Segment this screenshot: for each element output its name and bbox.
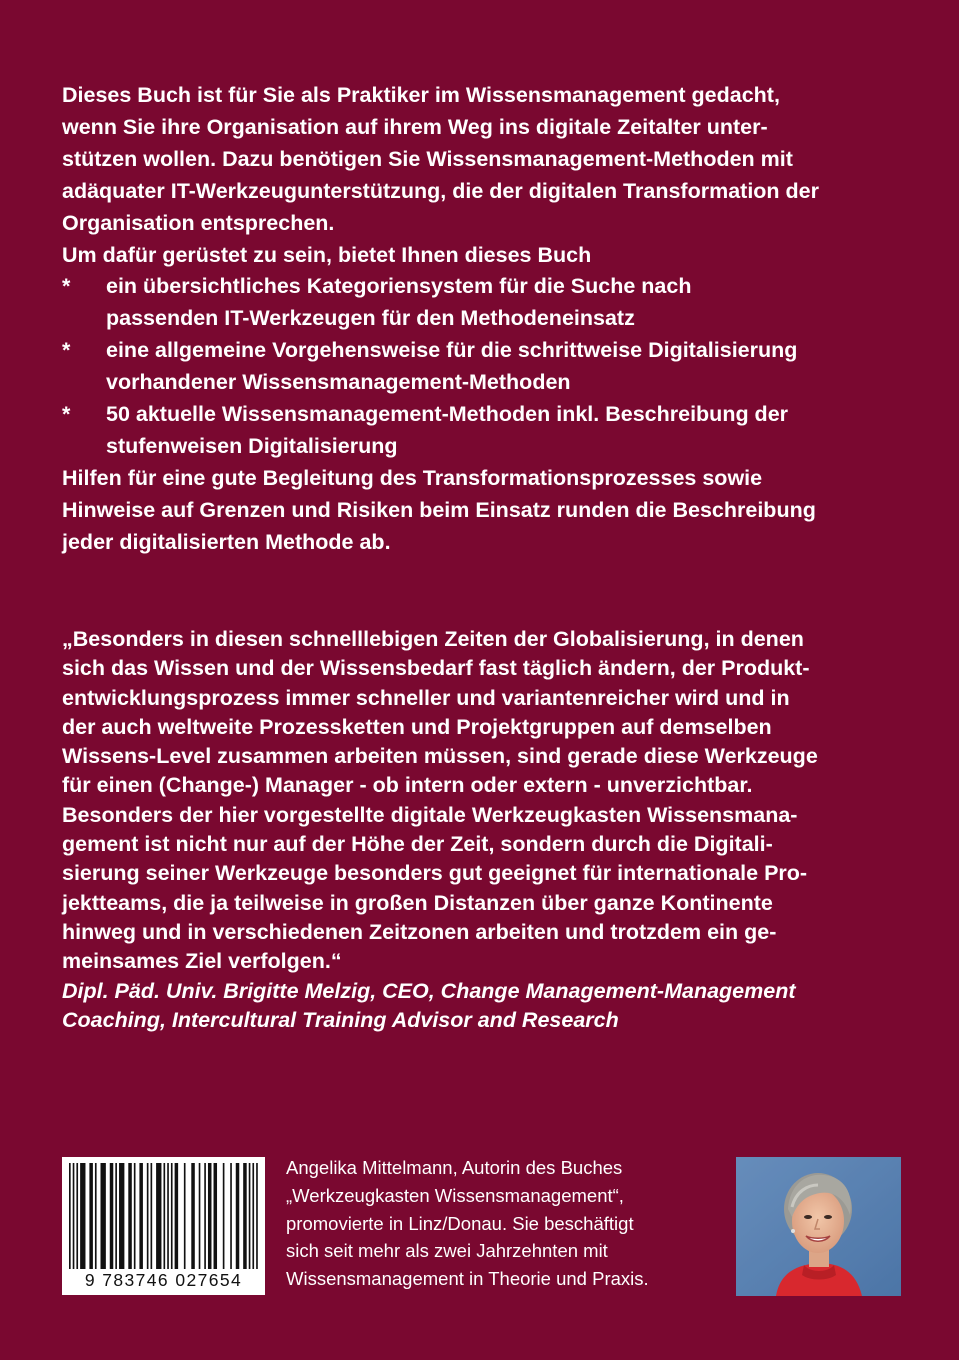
quote-line: für einen (Change-) Manager - ob intern oder extern - unverzichtbar.: [62, 773, 753, 798]
barcode-bar: [69, 1163, 71, 1269]
quote-line: gement ist nicht nur auf der Höhe der Zeit, sondern durch die Digitali-: [62, 832, 773, 857]
intro-paragraph: [62, 80, 902, 240]
quote-line: sich das Wissen und der Wissensbedarf fast täglich ändern, der Produkt-: [62, 656, 810, 681]
barcode-bar: [236, 1163, 240, 1269]
barcode-bar: [249, 1163, 251, 1269]
barcode-bar: [243, 1163, 247, 1269]
bio-line: promovierte in Linz/Donau. Sie beschäftigt: [286, 1212, 634, 1234]
quote-line: Wissens-Level zusammen arbeiten müssen, sind gerade diese Werkzeuge: [62, 744, 818, 769]
barcode-bar: [230, 1163, 232, 1269]
quote-line: hinweg und in verschiedenen Zeitzonen arbeiten und trotzdem ein ge-: [62, 919, 777, 944]
barcode-bar: [204, 1163, 206, 1269]
lead-in: Um dafür gerüstet zu sein, bietet Ihnen dieses Buch: [62, 242, 592, 267]
feature-list: [62, 271, 902, 462]
barcode-bar: [139, 1163, 143, 1269]
barcode-bar: [73, 1163, 75, 1269]
closing-paragraph: [62, 463, 902, 559]
author-portrait: [736, 1157, 901, 1296]
author-portrait-illustration: [736, 1157, 901, 1296]
bullet-text: passenden IT-Werkzeugen für den Methodeneinsatz: [106, 306, 635, 331]
text-line: stützen wollen. Dazu benötigen Sie Wissensmanagement-Methoden mit: [62, 146, 793, 171]
text-line: adäquater IT-Werkzeugunterstützung, die der digitalen Transformation der: [62, 178, 819, 203]
attribution-line: Coaching, Intercultural Training Advisor and Research: [62, 1007, 619, 1032]
barcode-bar: [164, 1163, 166, 1269]
bio-line: „Werkzeugkasten Wissensmanagement“,: [286, 1184, 624, 1206]
barcode-bar: [80, 1163, 85, 1269]
bio-line: Angelika Mittelmann, Autorin des Buches: [286, 1157, 623, 1178]
bullet-text: ein übersichtliches Kategoriensystem für die Suche nach: [106, 274, 692, 299]
barcode-bar: [151, 1163, 153, 1269]
feature-list-item: [62, 399, 902, 463]
barcode-bar: [110, 1163, 114, 1269]
feature-list-item: [62, 335, 902, 399]
barcode-bar: [252, 1163, 254, 1269]
barcode-bar: [191, 1163, 195, 1269]
bio-line: Wissensmanagement in Theorie und Praxis.: [286, 1268, 649, 1290]
barcode-bar: [134, 1163, 136, 1269]
barcode-bar: [171, 1163, 173, 1269]
bullet-marker: *: [62, 274, 71, 299]
quote-line: entwicklungsprozess immer schneller und variantenreicher wird und in: [62, 685, 790, 710]
quote-line: Besonders der hier vorgestellte digitale Werkzeugkasten Wissensmana-: [62, 802, 798, 827]
text-line: wenn Sie ihre Organisation auf ihrem Weg ins digitale Zeitalter unter-: [62, 114, 768, 139]
isbn-digits: 9 783746 027654: [84, 1270, 243, 1290]
bullet-marker: *: [62, 402, 71, 427]
quote-line: sierung seiner Werkzeuge besonders gut geeignet für internationale Pro-: [62, 861, 808, 886]
bullet-marker: *: [62, 338, 71, 363]
text-line: Hinweise auf Grenzen und Risiken beim Einsatz runden die Beschreibung: [62, 497, 816, 522]
barcode-bar: [156, 1163, 161, 1269]
barcode-bar: [89, 1163, 93, 1269]
bio-line: sich seit mehr als zwei Jahrzehnten mit: [286, 1240, 608, 1262]
quote-line: „Besonders in diesen schnelllebigen Zeiten der Globalisierung, in denen: [62, 627, 804, 651]
barcode-bar: [214, 1163, 218, 1269]
quote-line: jektteams, die ja teilweise in großen Distanzen über ganze Kontinente: [62, 890, 773, 915]
barcode-bar: [256, 1163, 258, 1269]
author-bio: [286, 1154, 726, 1293]
attribution-line: Dipl. Päd. Univ. Brigitte Melzig, CEO, Change Management-Management: [62, 978, 796, 1003]
bullet-text: stufenweisen Digitalisierung: [106, 433, 398, 458]
author-bio-text: [286, 1154, 726, 1293]
feature-list-item: [62, 271, 902, 335]
barcode-bar: [76, 1163, 78, 1269]
bullet-text: vorhandener Wissensmanagement-Methoden: [106, 370, 571, 395]
bullet-text: 50 aktuelle Wissensmanagement-Methoden inkl. Beschreibung der: [106, 402, 789, 427]
barcode-bar: [175, 1163, 179, 1269]
barcode-bar: [128, 1163, 132, 1269]
barcode-bar: [184, 1163, 186, 1269]
text-line: Hilfen für eine gute Begleitung des Transformationsprozesses sowie: [62, 465, 763, 490]
barcode-bars: [69, 1163, 258, 1269]
text-line: jeder digitalisierten Methode ab.: [62, 529, 391, 554]
barcode-bar: [95, 1163, 97, 1269]
quote-line: der auch weltweite Prozessketten und Projektgruppen auf demselben: [62, 714, 772, 739]
isbn-barcode: [62, 1157, 265, 1295]
quote-attribution: [62, 977, 902, 1036]
barcode-bar: [208, 1163, 212, 1269]
text-line: Organisation entsprechen.: [62, 210, 335, 235]
description-block: [62, 80, 902, 559]
text-line: Dieses Buch ist für Sie als Praktiker im Wissensmanagement gedacht,: [62, 83, 780, 107]
barcode-bar: [101, 1163, 106, 1269]
barcode-bar: [115, 1163, 117, 1269]
barcode-bar: [147, 1163, 149, 1269]
bullet-text: eine allgemeine Vorgehensweise für die schrittweise Digitalisierung: [106, 338, 798, 363]
barcode-bar: [223, 1163, 225, 1269]
quote-text: [62, 625, 902, 977]
barcode-bar: [119, 1163, 124, 1269]
barcode-bar: [199, 1163, 201, 1269]
quote-line: meinsames Ziel verfolgen.“: [62, 949, 342, 974]
testimonial-quote: [62, 625, 902, 1035]
barcode-bar: [167, 1163, 169, 1269]
